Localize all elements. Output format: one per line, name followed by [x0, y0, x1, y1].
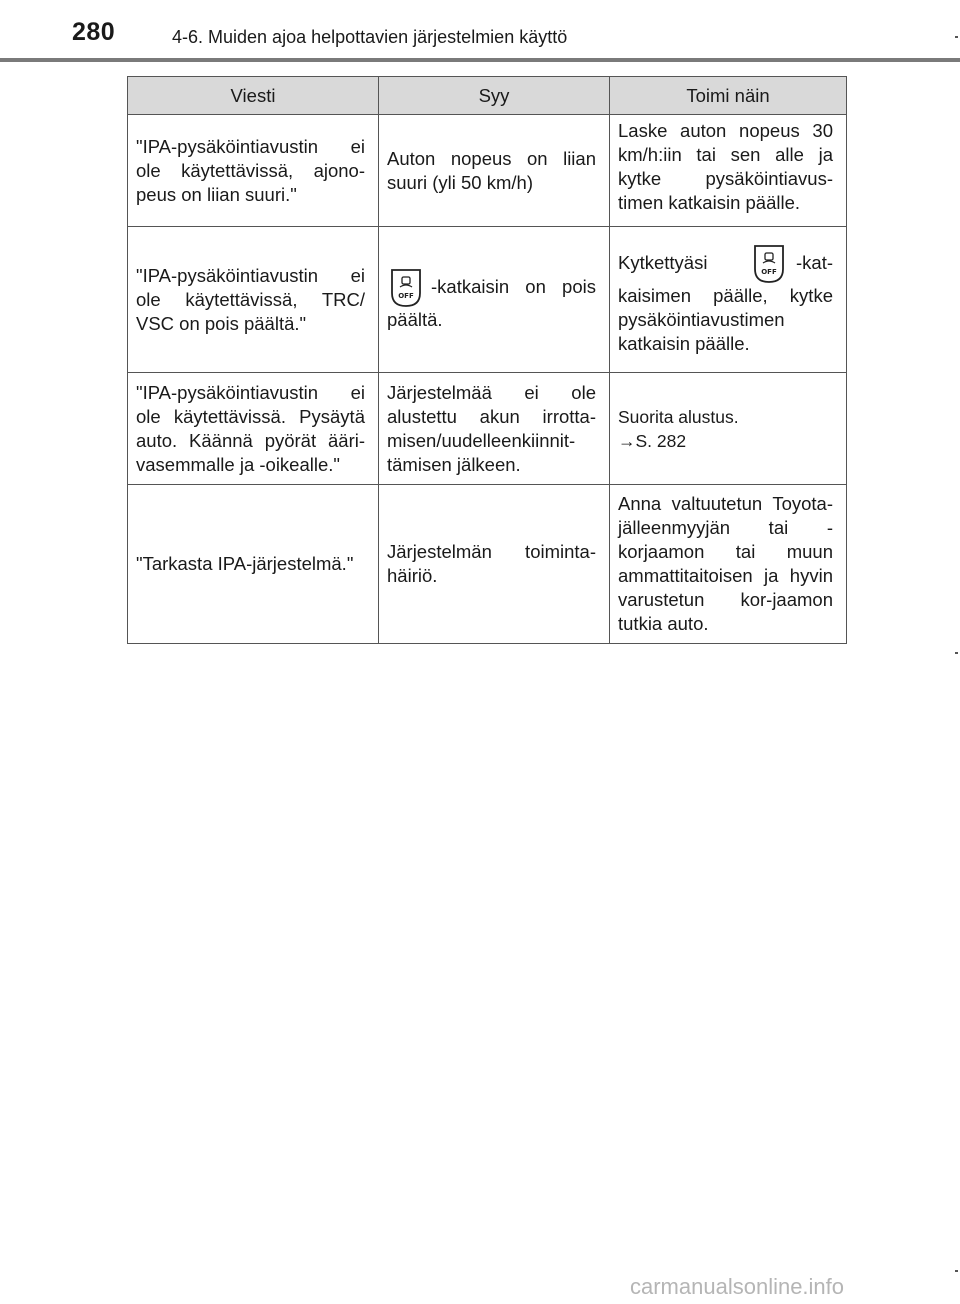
message-cell: "IPA-pysäköintiavustin ei ole käytettävissä, ajono-peus on liian suuri." — [128, 115, 379, 227]
cause-cell: Järjestelmää ei ole alustettu akun irrotta-misen/uudelleenkiinnit-tämisen jälkeen. — [379, 373, 610, 485]
action-line: Suorita alustus. — [618, 406, 739, 427]
message-cell: "Tarkasta IPA-järjestelmä." — [128, 485, 379, 644]
action-cell: Anna valtuutetun Toyota-jälleenmyyjän tai -korjaamon tai muun ammattitaitoisen ja hyvin varustetun kor-jaamon tutkia auto. — [610, 485, 847, 644]
section-title: 4-6. Muiden ajoa helpottavien järjestelmien käyttö — [172, 27, 568, 47]
action-cell: Laske auton nopeus 30 km/h:iin tai sen alle ja kytke pysäköintiavus-timen katkaisin päälle. — [610, 115, 847, 227]
message-table — [127, 76, 847, 644]
crop-mark — [955, 36, 958, 38]
svg-text:OFF: OFF — [398, 291, 414, 300]
crop-mark — [955, 652, 958, 654]
vsc-off-switch-icon — [752, 244, 786, 284]
crop-mark — [955, 1270, 958, 1272]
page-header — [0, 0, 960, 64]
action-text-end: -kat-kaisimen päälle, kytke pysäköintiavustimen katkaisin päälle. — [618, 251, 833, 354]
page-reference: →S. 282 — [618, 430, 687, 451]
watermark: carmanualsonline.info — [630, 1274, 845, 1299]
cause-cell: Järjestelmän toiminta-häiriö. — [379, 485, 610, 644]
vsc-off-switch-icon — [389, 268, 423, 308]
action-cell — [610, 227, 847, 373]
table-header-row — [128, 77, 847, 115]
table-row — [128, 115, 847, 227]
cause-text: -katkaisin on pois päältä. — [387, 275, 596, 330]
page-number: 280 — [72, 18, 116, 46]
table-row — [128, 485, 847, 644]
action-text-start: Kytkettyäsi — [618, 251, 708, 273]
table-row — [128, 227, 847, 373]
column-header-message: Viesti — [128, 77, 379, 115]
cause-cell: Auton nopeus on liian suuri (yli 50 km/h) — [379, 115, 610, 227]
cause-cell — [379, 227, 610, 373]
header-rule — [0, 58, 960, 62]
message-cell: "IPA-pysäköintiavustin ei ole käytettävissä, TRC/ VSC on pois päältä." — [128, 227, 379, 373]
svg-text:OFF: OFF — [761, 267, 777, 276]
column-header-cause: Syy — [379, 77, 610, 115]
table-row — [128, 373, 847, 485]
column-header-action: Toimi näin — [610, 77, 847, 115]
message-cell: "IPA-pysäköintiavustin ei ole käytettävissä. Pysäytä auto. Käännä pyörät ääri-vasemmalle ja -oikealle." — [128, 373, 379, 485]
action-cell — [610, 373, 847, 485]
